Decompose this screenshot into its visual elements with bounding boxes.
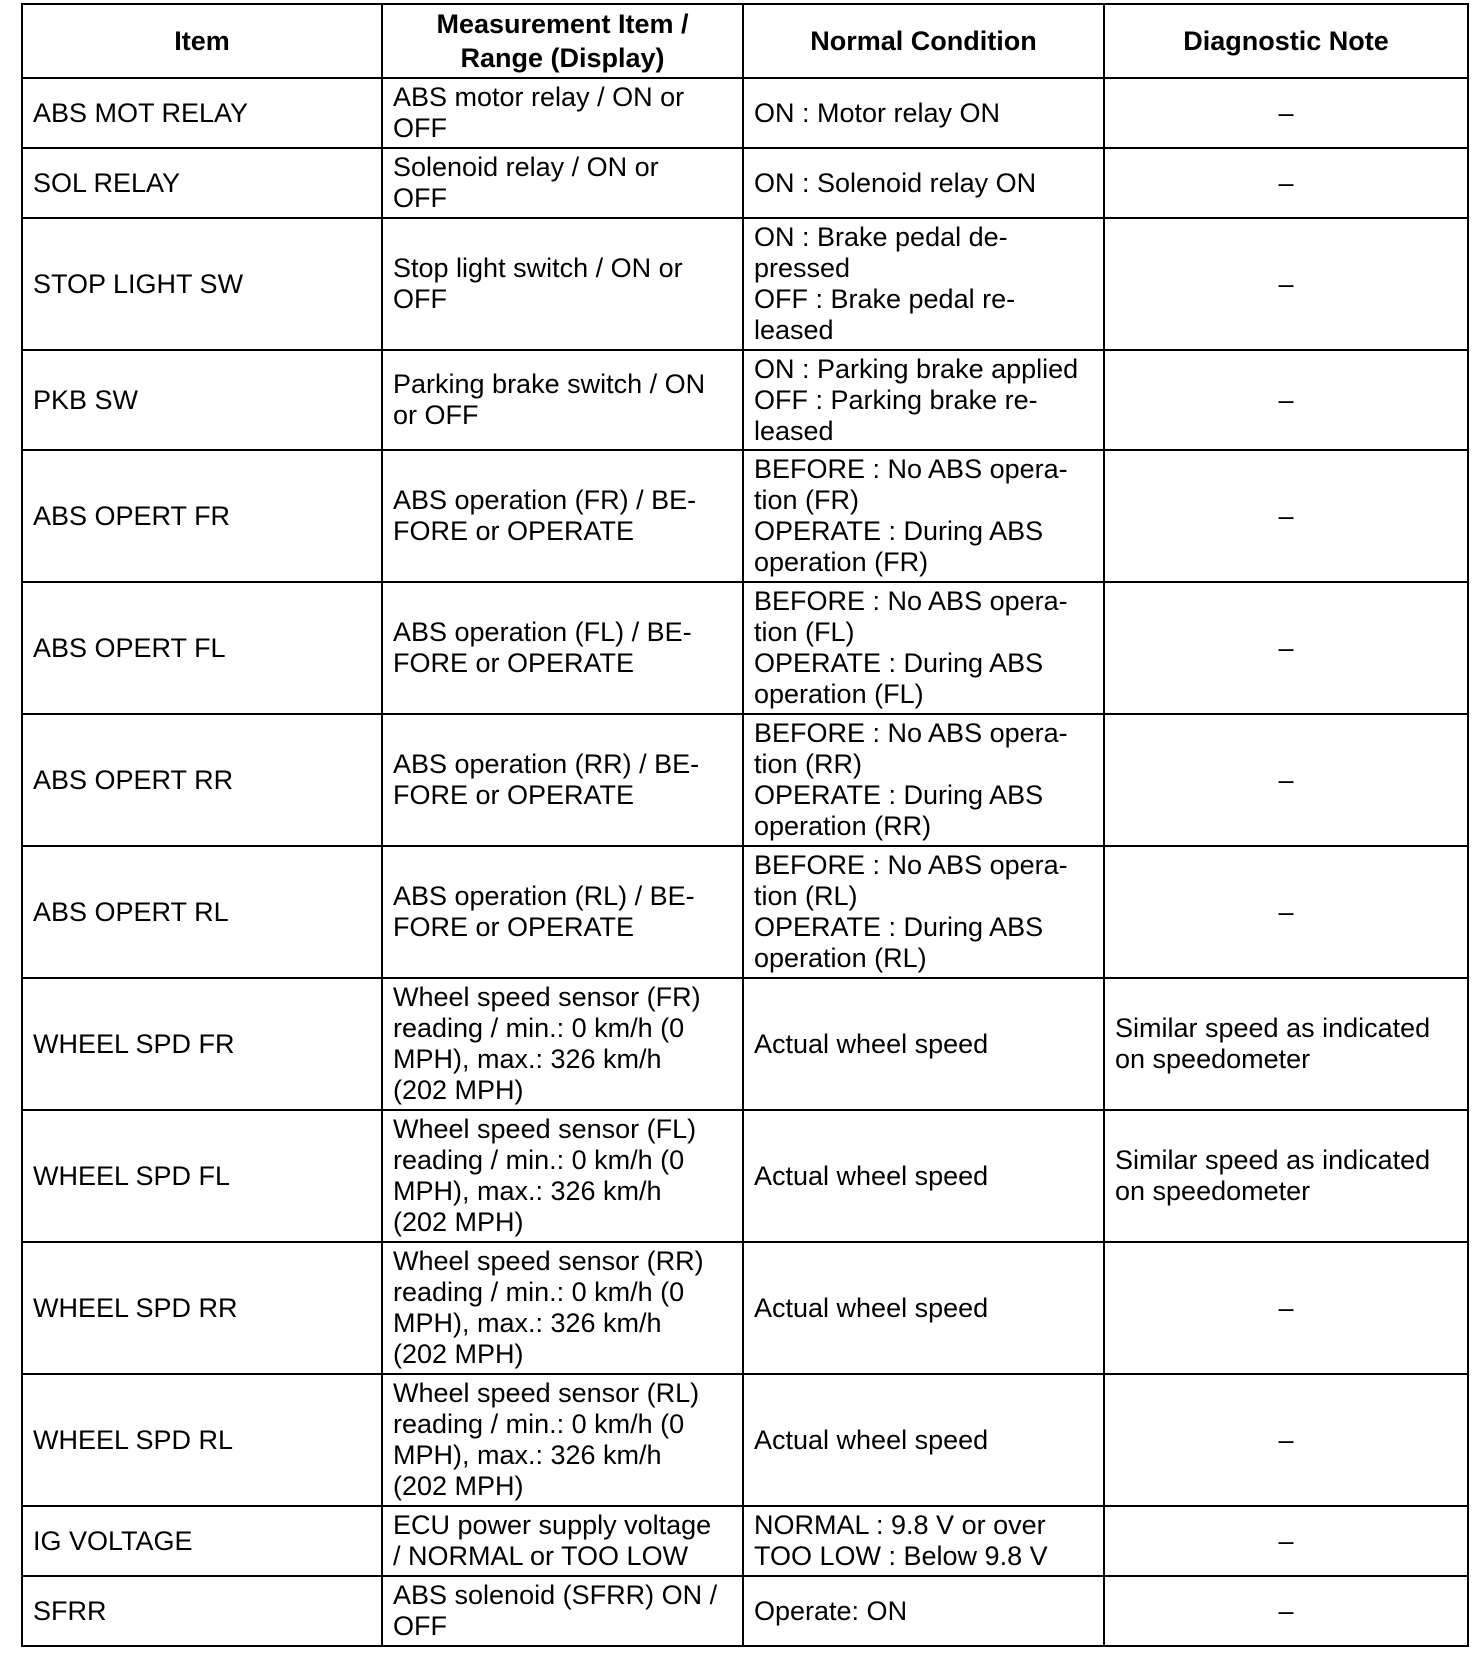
cell-item: SFRR xyxy=(22,1576,382,1646)
cell-item: WHEEL SPD FL xyxy=(22,1110,382,1242)
cell-item: SOL RELAY xyxy=(22,148,382,218)
cell-range: ABS operation (RL) / BE- FORE or OPERATE xyxy=(382,846,743,978)
table-row xyxy=(22,1110,1468,1242)
cell-normal: BEFORE : No ABS opera- tion (FL) OPERATE : During ABS operation (FL) xyxy=(743,582,1104,714)
table-row xyxy=(22,350,1468,450)
cell-note: – xyxy=(1104,1576,1468,1646)
cell-range: ABS operation (FL) / BE- FORE or OPERATE xyxy=(382,582,743,714)
cell-range: ABS solenoid (SFRR) ON / OFF xyxy=(382,1576,743,1646)
cell-range: Wheel speed sensor (RL) reading / min.: 0 km/h (0 MPH), max.: 326 km/h (202 MPH) xyxy=(382,1374,743,1506)
cell-range: Wheel speed sensor (RR) reading / min.: 0 km/h (0 MPH), max.: 326 km/h (202 MPH) xyxy=(382,1242,743,1374)
cell-item: PKB SW xyxy=(22,350,382,450)
header-item: Item xyxy=(22,4,382,78)
cell-item: ABS OPERT FL xyxy=(22,582,382,714)
cell-normal: Actual wheel speed xyxy=(743,1374,1104,1506)
cell-normal: Actual wheel speed xyxy=(743,1110,1104,1242)
cell-range: Stop light switch / ON or OFF xyxy=(382,218,743,350)
table-row xyxy=(22,450,1468,582)
table-row xyxy=(22,714,1468,846)
cell-item: WHEEL SPD RL xyxy=(22,1374,382,1506)
cell-normal: Actual wheel speed xyxy=(743,1242,1104,1374)
cell-range: ABS operation (FR) / BE- FORE or OPERATE xyxy=(382,450,743,582)
table-row xyxy=(22,1506,1468,1576)
cell-item: STOP LIGHT SW xyxy=(22,218,382,350)
cell-item: ABS OPERT RL xyxy=(22,846,382,978)
cell-normal: Operate: ON xyxy=(743,1576,1104,1646)
table-row xyxy=(22,1242,1468,1374)
cell-note: – xyxy=(1104,1374,1468,1506)
cell-normal: ON : Solenoid relay ON xyxy=(743,148,1104,218)
cell-note: – xyxy=(1104,714,1468,846)
cell-note: – xyxy=(1104,350,1468,450)
cell-range: Solenoid relay / ON or OFF xyxy=(382,148,743,218)
header-measurement-range: Measurement Item / Range (Display) xyxy=(382,4,743,78)
cell-range: Wheel speed sensor (FR) reading / min.: 0 km/h (0 MPH), max.: 326 km/h (202 MPH) xyxy=(382,978,743,1110)
header-diagnostic-note: Diagnostic Note xyxy=(1104,4,1468,78)
cell-note: – xyxy=(1104,218,1468,350)
cell-range: ABS motor relay / ON or OFF xyxy=(382,78,743,148)
cell-normal: Actual wheel speed xyxy=(743,978,1104,1110)
table-row xyxy=(22,1576,1468,1646)
cell-normal: NORMAL : 9.8 V or over TOO LOW : Below 9.8 V xyxy=(743,1506,1104,1576)
cell-note: – xyxy=(1104,450,1468,582)
cell-item: WHEEL SPD FR xyxy=(22,978,382,1110)
cell-normal: ON : Motor relay ON xyxy=(743,78,1104,148)
table-row xyxy=(22,78,1468,148)
cell-normal: BEFORE : No ABS opera- tion (FR) OPERATE : During ABS operation (FR) xyxy=(743,450,1104,582)
table-row xyxy=(22,148,1468,218)
header-normal-condition: Normal Condition xyxy=(743,4,1104,78)
diagnostic-data-table xyxy=(21,3,1469,1647)
cell-note: – xyxy=(1104,846,1468,978)
table-header-row xyxy=(22,4,1468,78)
cell-normal: ON : Brake pedal de- pressed OFF : Brake pedal re- leased xyxy=(743,218,1104,350)
cell-note: Similar speed as indicated on speedometer xyxy=(1104,978,1468,1110)
cell-item: IG VOLTAGE xyxy=(22,1506,382,1576)
table-row xyxy=(22,1374,1468,1506)
cell-note: – xyxy=(1104,1506,1468,1576)
cell-item: ABS OPERT FR xyxy=(22,450,382,582)
cell-normal: ON : Parking brake applied OFF : Parking brake re- leased xyxy=(743,350,1104,450)
table-row xyxy=(22,582,1468,714)
cell-range: ECU power supply voltage / NORMAL or TOO LOW xyxy=(382,1506,743,1576)
cell-note: – xyxy=(1104,78,1468,148)
cell-range: Parking brake switch / ON or OFF xyxy=(382,350,743,450)
cell-normal: BEFORE : No ABS opera- tion (RL) OPERATE : During ABS operation (RL) xyxy=(743,846,1104,978)
table-row xyxy=(22,846,1468,978)
cell-range: ABS operation (RR) / BE- FORE or OPERATE xyxy=(382,714,743,846)
cell-item: WHEEL SPD RR xyxy=(22,1242,382,1374)
table-row xyxy=(22,218,1468,350)
table-row xyxy=(22,978,1468,1110)
cell-note: Similar speed as indicated on speedometer xyxy=(1104,1110,1468,1242)
cell-item: ABS OPERT RR xyxy=(22,714,382,846)
cell-note: – xyxy=(1104,1242,1468,1374)
cell-note: – xyxy=(1104,148,1468,218)
cell-normal: BEFORE : No ABS opera- tion (RR) OPERATE : During ABS operation (RR) xyxy=(743,714,1104,846)
cell-range: Wheel speed sensor (FL) reading / min.: 0 km/h (0 MPH), max.: 326 km/h (202 MPH) xyxy=(382,1110,743,1242)
cell-note: – xyxy=(1104,582,1468,714)
cell-item: ABS MOT RELAY xyxy=(22,78,382,148)
